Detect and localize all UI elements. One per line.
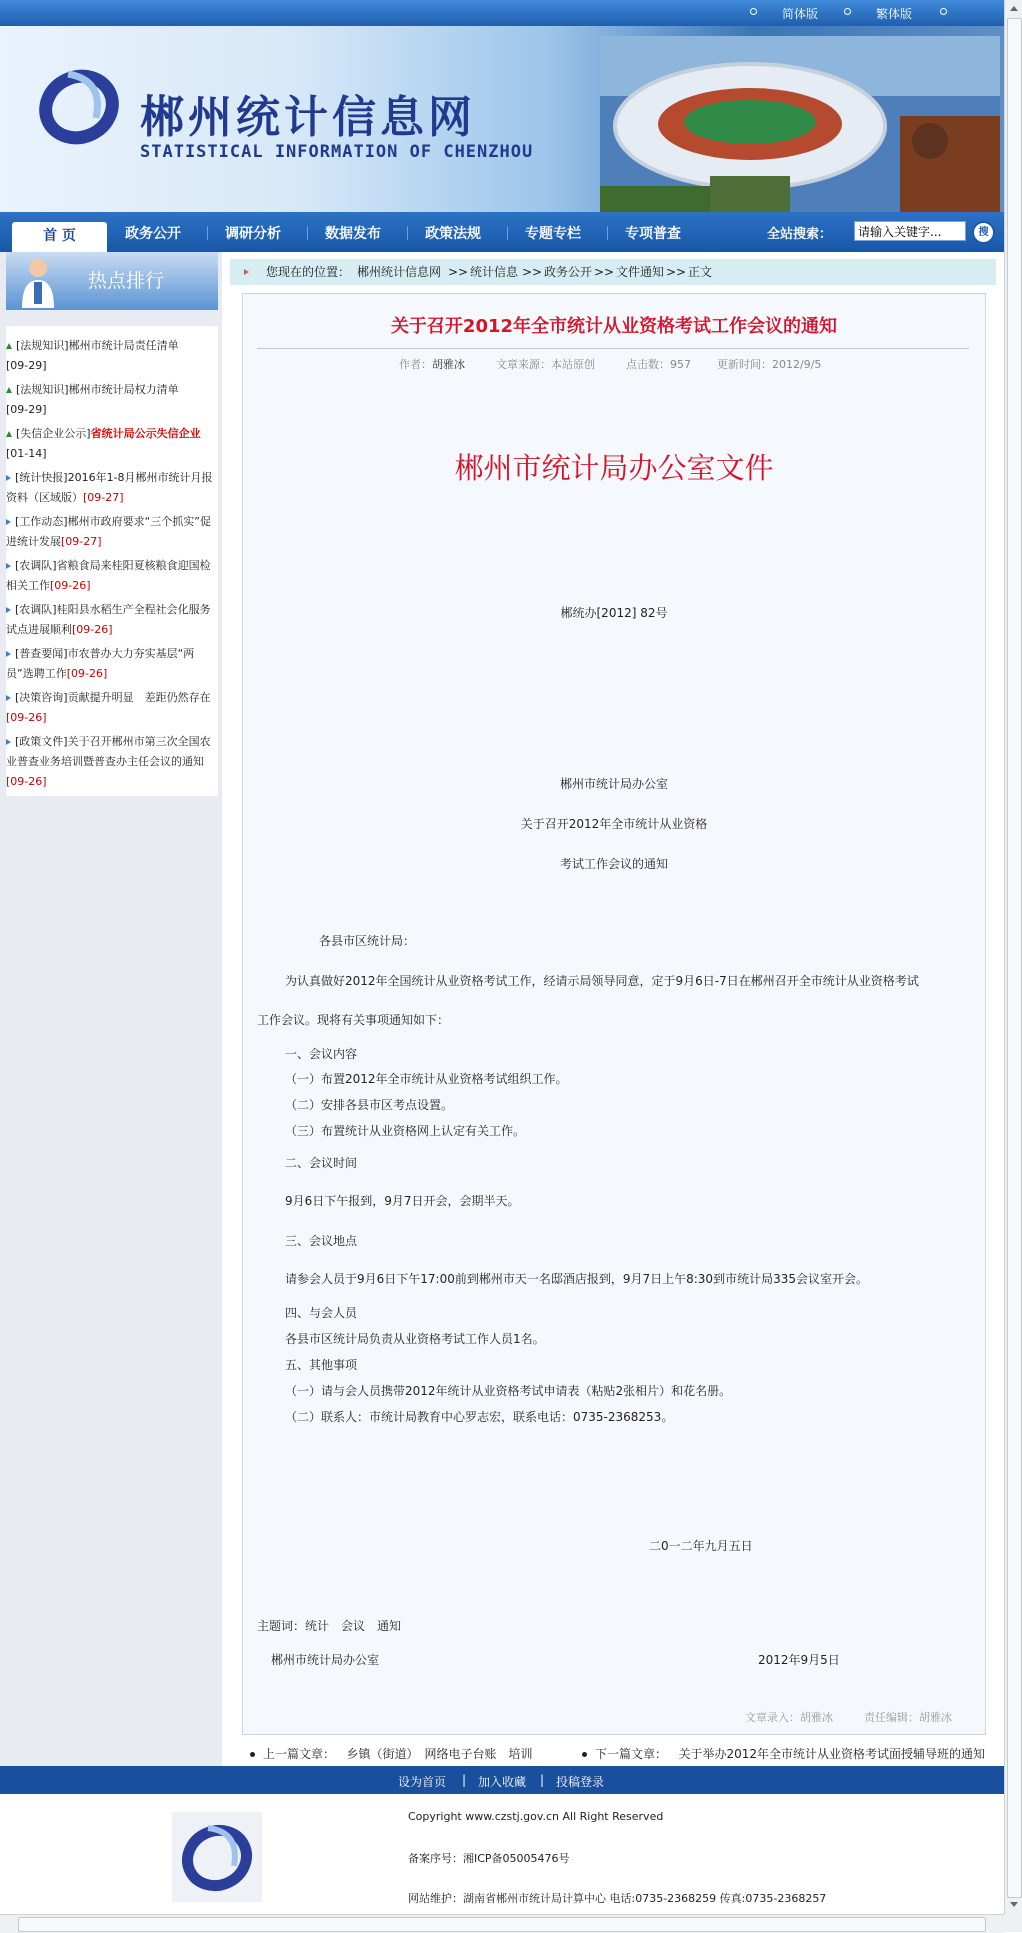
bullet-icon bbox=[844, 8, 851, 15]
cc-issuer: 郴州市统计局办公室 bbox=[271, 1653, 380, 1667]
nav-item[interactable]: 调研分析 bbox=[225, 226, 281, 242]
submit-login-link[interactable]: 投稿登录 bbox=[556, 1775, 605, 1789]
footer-links bbox=[0, 1766, 1004, 1794]
scroll-thumb[interactable] bbox=[18, 1917, 986, 1932]
hot-ranking-title: 热点排行 bbox=[88, 270, 165, 292]
horizontal-scrollbar[interactable] bbox=[0, 1914, 1004, 1933]
search-label: 全站搜索： bbox=[767, 227, 833, 242]
list-item[interactable]: [法规知识]郴州市统计局权力清单 [09-29] bbox=[6, 383, 179, 416]
scrollbar-corner bbox=[1004, 1914, 1022, 1932]
bullet-icon bbox=[582, 1752, 587, 1757]
arrow-up-icon bbox=[6, 387, 12, 393]
article bbox=[242, 293, 986, 1735]
footer-sep: | bbox=[540, 1773, 545, 1787]
paragraph: 9月6日下午报到，9月7日开会，会期半天。 bbox=[285, 1194, 520, 1208]
footer-logo-icon bbox=[172, 1812, 262, 1902]
divider bbox=[257, 348, 969, 349]
site-title: 郴州统计信息网 bbox=[140, 92, 476, 143]
top-bar bbox=[0, 0, 1004, 26]
document-date: 二0一二年九月五日 bbox=[649, 1539, 753, 1553]
search-input[interactable] bbox=[854, 221, 966, 241]
scroll-thumb[interactable] bbox=[1007, 18, 1022, 1898]
arrow-right-icon bbox=[6, 651, 11, 657]
list-item[interactable]: [政策文件]关于召开郴州市第三次全国农业普查业务培训暨普查办主任会议的通知[09-26] bbox=[6, 735, 211, 788]
cc-date: 2012年9月5日 bbox=[758, 1653, 840, 1667]
list-item[interactable]: [统计快报]2016年1-8月郴州市统计月报资料（区域版）[09-27] bbox=[6, 471, 213, 504]
nav-item[interactable]: 政策法规 bbox=[425, 226, 481, 242]
footer-sep: | bbox=[462, 1773, 467, 1787]
person-icon bbox=[18, 256, 58, 308]
paragraph: 工作会议。现将有关事项通知如下： bbox=[257, 1013, 450, 1027]
list-item[interactable]: [失信企业公示]省统计局公示失信企业[01-14] bbox=[6, 427, 201, 460]
nav-item[interactable]: 专题专栏 bbox=[525, 226, 581, 242]
add-favorite-link[interactable]: 加入收藏 bbox=[478, 1775, 527, 1789]
arrow-right-icon bbox=[6, 607, 11, 613]
site-logo-icon bbox=[38, 66, 120, 148]
set-homepage-link[interactable]: 设为首页 bbox=[398, 1775, 447, 1789]
bullet-icon bbox=[750, 8, 757, 15]
document-issuer: 郴州市统计局办公室 bbox=[559, 777, 668, 791]
arrow-up-icon bbox=[6, 343, 12, 349]
keywords: 主题词：统计 会议 通知 bbox=[257, 1619, 402, 1633]
traditional-link[interactable]: 繁体版 bbox=[876, 7, 913, 21]
article-clicks: 点击数：957 bbox=[626, 358, 691, 371]
bullet-icon bbox=[940, 8, 947, 15]
breadcrumb-sep: >> bbox=[666, 265, 687, 279]
simplified-link[interactable]: 简体版 bbox=[782, 7, 819, 21]
article-title: 关于召开2012年全市统计从业资格考试工作会议的通知 bbox=[390, 316, 838, 337]
site-banner bbox=[0, 26, 1004, 212]
section-heading: 五、其他事项 bbox=[285, 1358, 358, 1372]
nav-home[interactable]: 首 页 bbox=[12, 222, 107, 252]
breadcrumb bbox=[230, 259, 996, 285]
breadcrumb-label: 您现在的位置： bbox=[266, 265, 351, 279]
breadcrumb-link[interactable]: 郴州统计信息网 bbox=[357, 265, 442, 279]
nav-item[interactable]: 数据发布 bbox=[325, 226, 381, 242]
breadcrumb-sep: >> bbox=[522, 265, 543, 279]
icp-number: 备案序号：湘ICP备05005476号 bbox=[408, 1852, 570, 1865]
paragraph: （一）请与会人员携带2012年统计从业资格考试申请表（粘贴2张相片）和花名册。 bbox=[285, 1384, 732, 1398]
arrow-right-icon bbox=[6, 475, 11, 481]
salutation: 各县市区统计局： bbox=[319, 934, 416, 948]
paragraph: （二）联系人：市统计局教育中心罗志宏，联系电话：0735-2368253。 bbox=[285, 1410, 674, 1424]
prev-article: 上一篇文章： 乡镇（街道） 网络电子台账 培训 bbox=[250, 1745, 532, 1762]
list-item[interactable]: [普查要闻]市农普办大力夯实基层“两员”选聘工作[09-26] bbox=[6, 647, 195, 680]
paragraph: （三）布置统计从业资格网上认定有关工作。 bbox=[285, 1124, 526, 1138]
breadcrumb-current: 正文 bbox=[688, 265, 713, 279]
breadcrumb-sep: >> bbox=[448, 265, 469, 279]
section-heading: 一、会议内容 bbox=[285, 1047, 358, 1061]
list-item[interactable]: [农调队]桂阳县水稻生产全程社会化服务试点进展顺利[09-26] bbox=[6, 603, 211, 636]
copyright: Copyright www.czstj.gov.cn All Right Reserved bbox=[408, 1810, 664, 1823]
arrow-right-icon bbox=[6, 695, 11, 701]
section-heading: 三、会议地点 bbox=[285, 1234, 358, 1248]
section-heading: 四、与会人员 bbox=[285, 1306, 358, 1320]
site-subtitle: STATISTICAL INFORMATION OF CHENZHOU bbox=[140, 142, 534, 162]
arrow-right-icon bbox=[6, 519, 11, 525]
footer bbox=[0, 1794, 1004, 1914]
nav-item[interactable]: 政务公开 bbox=[125, 226, 181, 242]
article-updated: 更新时间：2012/9/5 bbox=[717, 358, 822, 371]
paragraph: （一）布置2012年全市统计从业资格考试组织工作。 bbox=[285, 1072, 568, 1086]
document-subtitle: 考试工作会议的通知 bbox=[559, 857, 668, 871]
article-source: 文章来源：本站原创 bbox=[496, 358, 595, 371]
list-item[interactable]: [农调队]省粮食局来桂阳夏核粮食迎国检相关工作[09-26] bbox=[6, 559, 211, 592]
bullet-icon bbox=[250, 1752, 255, 1757]
arrow-right-icon bbox=[244, 269, 249, 275]
breadcrumb-link[interactable]: 统计信息 bbox=[470, 265, 519, 279]
article-author: 作者：胡雅冰 bbox=[399, 358, 465, 371]
main-nav bbox=[0, 212, 1004, 252]
breadcrumb-link[interactable]: 文件通知 bbox=[616, 265, 665, 279]
hot-ranking-header bbox=[6, 252, 218, 310]
list-item[interactable]: [法规知识]郴州市统计局责任清单 [09-29] bbox=[6, 339, 179, 372]
section-heading: 二、会议时间 bbox=[285, 1156, 358, 1170]
scroll-up-icon[interactable] bbox=[1010, 6, 1018, 11]
hot-list bbox=[6, 326, 218, 796]
edited-by: 责任编辑：胡雅冰 bbox=[864, 1711, 952, 1724]
maintainer: 网站维护：湖南省郴州市统计局计算中心 电话:0735-2368259 传真:0735-2368257 bbox=[408, 1892, 827, 1905]
search-button[interactable]: 搜 bbox=[972, 221, 995, 244]
breadcrumb-sep: >> bbox=[594, 265, 615, 279]
scroll-down-icon[interactable] bbox=[1010, 1902, 1018, 1907]
paragraph: 请参会人员于9月6日下午17:00前到郴州市天一名邸酒店报到，9月7日上午8:30到市统计局335会议室开会。 bbox=[285, 1272, 868, 1286]
entered-by: 文章录入：胡雅冰 bbox=[745, 1711, 833, 1724]
arrow-right-icon bbox=[6, 563, 11, 569]
list-item[interactable]: [决策咨询]贡献提升明显 差距仍然存在[09-26] bbox=[6, 691, 211, 724]
paragraph: 各县市区统计局负责从业资格考试工作人员1名。 bbox=[285, 1332, 545, 1346]
document-subtitle: 关于召开2012年全市统计从业资格 bbox=[520, 817, 708, 831]
list-item[interactable]: [工作动态]郴州市政府要求“三个抓实”促进统计发展[09-27] bbox=[6, 515, 211, 548]
stadium-image bbox=[600, 36, 1000, 212]
arrow-right-icon bbox=[6, 739, 11, 745]
prev-article-link[interactable]: 乡镇（街道） 网络电子台账 培训 bbox=[346, 1747, 533, 1761]
document-number: 郴统办[2012] 82号 bbox=[560, 606, 668, 620]
left-sidebar bbox=[0, 252, 222, 1766]
paragraph: 为认真做好2012年全国统计从业资格考试工作，经请示局领导同意，定于9月6日-7日在郴州召开全市统计从业资格考试 bbox=[285, 974, 919, 988]
vertical-scrollbar[interactable] bbox=[1004, 0, 1022, 1914]
next-article-link[interactable]: 关于举办2012年全市统计从业资格考试面授辅导班的通知 bbox=[678, 1747, 986, 1761]
document-header: 郴州市统计局办公室文件 bbox=[454, 451, 774, 485]
breadcrumb-link[interactable]: 政务公开 bbox=[544, 265, 593, 279]
paragraph: （二）安排各县市区考点设置。 bbox=[285, 1098, 454, 1112]
nav-item[interactable]: 专项普查 bbox=[625, 226, 681, 242]
next-article: 下一篇文章： 关于举办2012年全市统计从业资格考试面授辅导班的通知 bbox=[582, 1745, 985, 1762]
arrow-up-icon bbox=[6, 431, 12, 437]
